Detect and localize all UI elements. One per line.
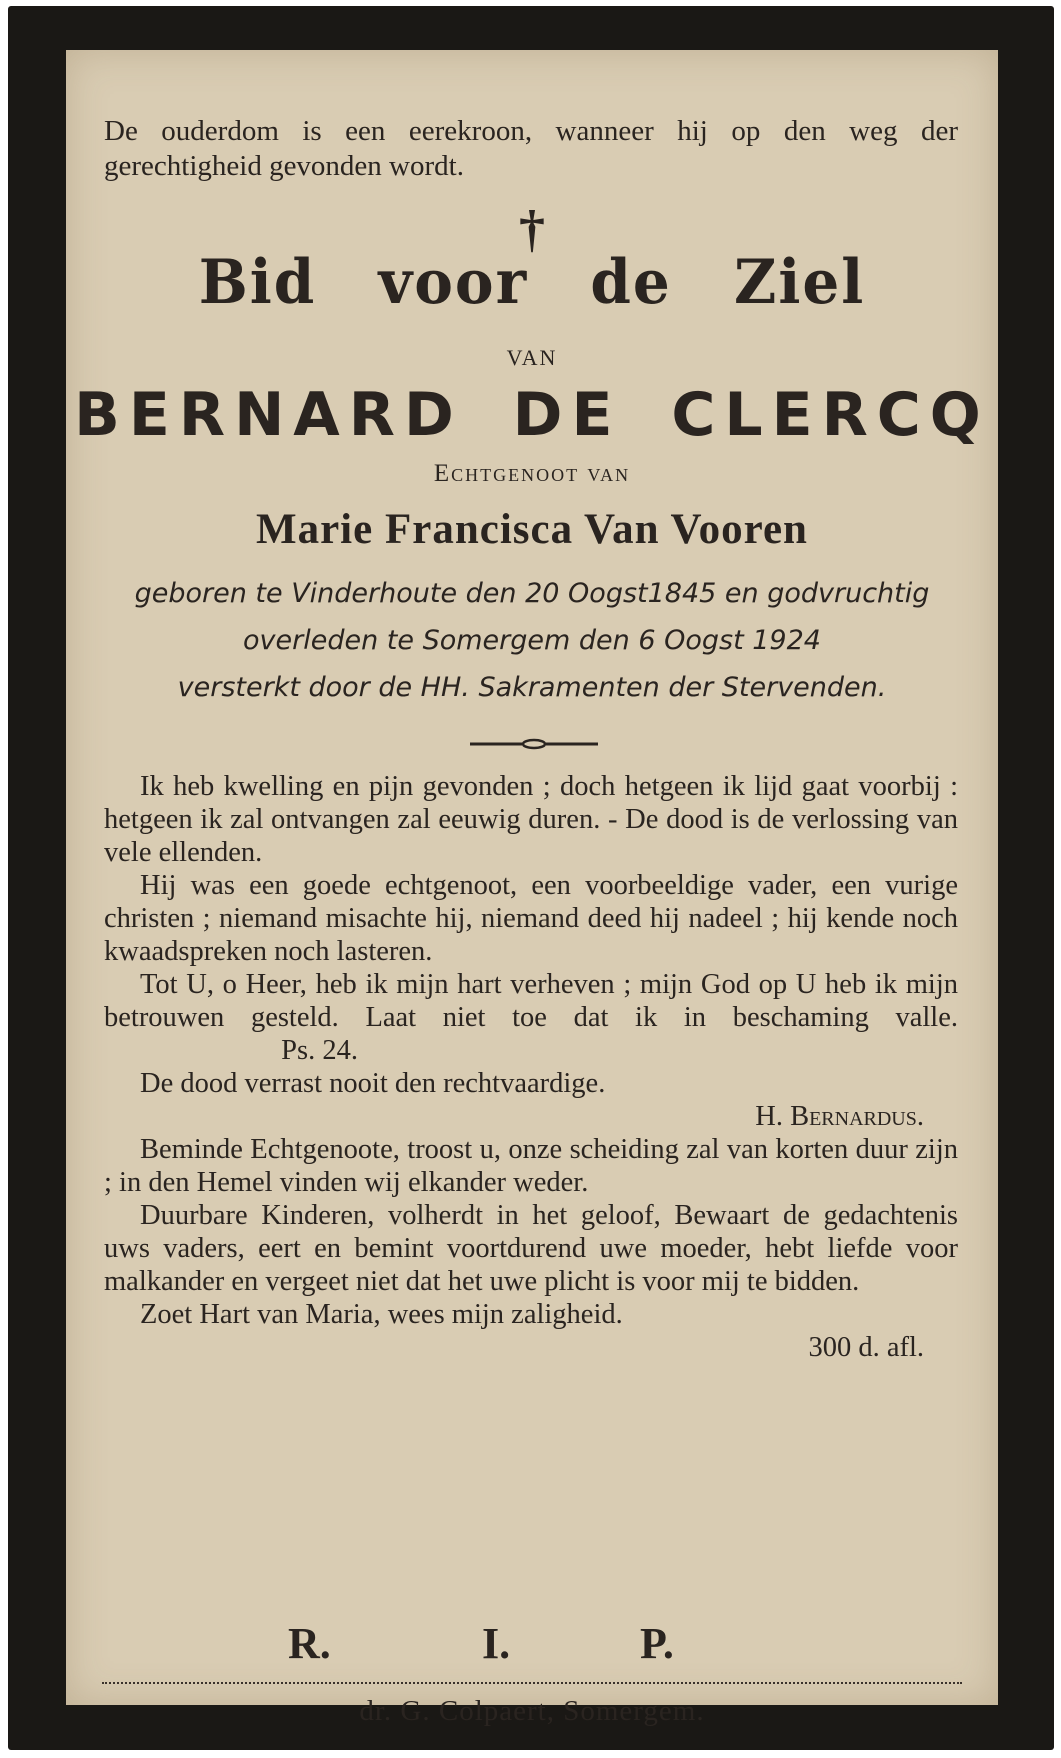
van-label: VAN — [506, 345, 558, 370]
birth-line: geboren te Vinderhoute den 20 Oogst1845 en godvruchtig — [134, 578, 930, 609]
paragraph-echtgenoot: Hij was een goede echtgenoot, een voorbeeldige vader, een vurige christen ; niemand misachte hij, niemand deed hij nadeel ; hij kende noch kwaadspreken noch lasteren. — [104, 870, 958, 967]
dotted-divider — [102, 1682, 962, 1684]
mourning-card — [8, 6, 1054, 1750]
cross-icon: † — [519, 201, 545, 258]
rip-p: P. — [640, 1619, 674, 1668]
motto: De ouderdom is een eerekroon, wanneer hij op den weg der gerechtigheid gevonden wordt. — [104, 115, 958, 182]
paragraph-zoet-hart: Zoet Hart van Maria, wees mijn zaligheid. — [140, 1299, 623, 1330]
printer-credit: dr. G. Colpaert, Somergem. — [359, 1695, 705, 1727]
bernardus-citation: H. Bernardus. — [755, 1101, 924, 1132]
rip-i: I. — [482, 1619, 511, 1668]
paragraph-echtgenoote: Beminde Echtgenoote, troost u, onze scheiding zal van korten duur zijn ; in den Hemel vinden wij elkander weder. — [104, 1134, 958, 1198]
heading-bid-voor-de-ziel: Bid voor de Ziel — [198, 246, 866, 318]
dates-block — [96, 570, 968, 711]
rip-r: R. — [288, 1619, 331, 1668]
psalm-citation: Ps. 24. — [281, 1035, 358, 1066]
sacraments-line: versterkt door de HH. Sakramenten der Stervenden. — [177, 672, 887, 703]
psalm-text: Tot U, o Heer, heb ik mijn hart verheven ; mijn God op U heb ik mijn betrouwen gesteld. Laat niet toe dat ik in beschaming valle. — [104, 969, 958, 1033]
deceased-name: BERNARD DE CLERCQ — [74, 380, 990, 450]
paragraph-dood: De dood verrast nooit den rechtvaardige. — [140, 1068, 606, 1099]
spouse-name: Marie Francisca Van Vooren — [256, 506, 808, 553]
indulgence-note: 300 d. afl. — [808, 1332, 924, 1363]
paragraph-tot-u — [104, 968, 958, 1067]
card-paper — [66, 50, 998, 1727]
paragraph-kinderen: Duurbare Kinderen, volherdt in het geloof, Bewaart de gedachtenis uws vaders, eert en bemint voortdurend uwe moeder, hebt liefde voor malkander en vergeet niet dat het uwe plicht is voor mij te bidden. — [104, 1200, 958, 1297]
prayer-text — [104, 770, 958, 1364]
paragraph-kwelling: Ik heb kwelling en pijn gevonden ; doch hetgeen ik lijd gaat voorbij : hetgeen ik zal ontvangen zal eeuwig duren. - De dood is de verlossing van vele ellenden. — [104, 771, 958, 868]
ornament-divider-icon — [470, 736, 598, 752]
death-line: overleden te Somergem den 6 Oogst 1924 — [243, 625, 821, 656]
spouse-label: Echtgenoot van — [433, 460, 631, 487]
